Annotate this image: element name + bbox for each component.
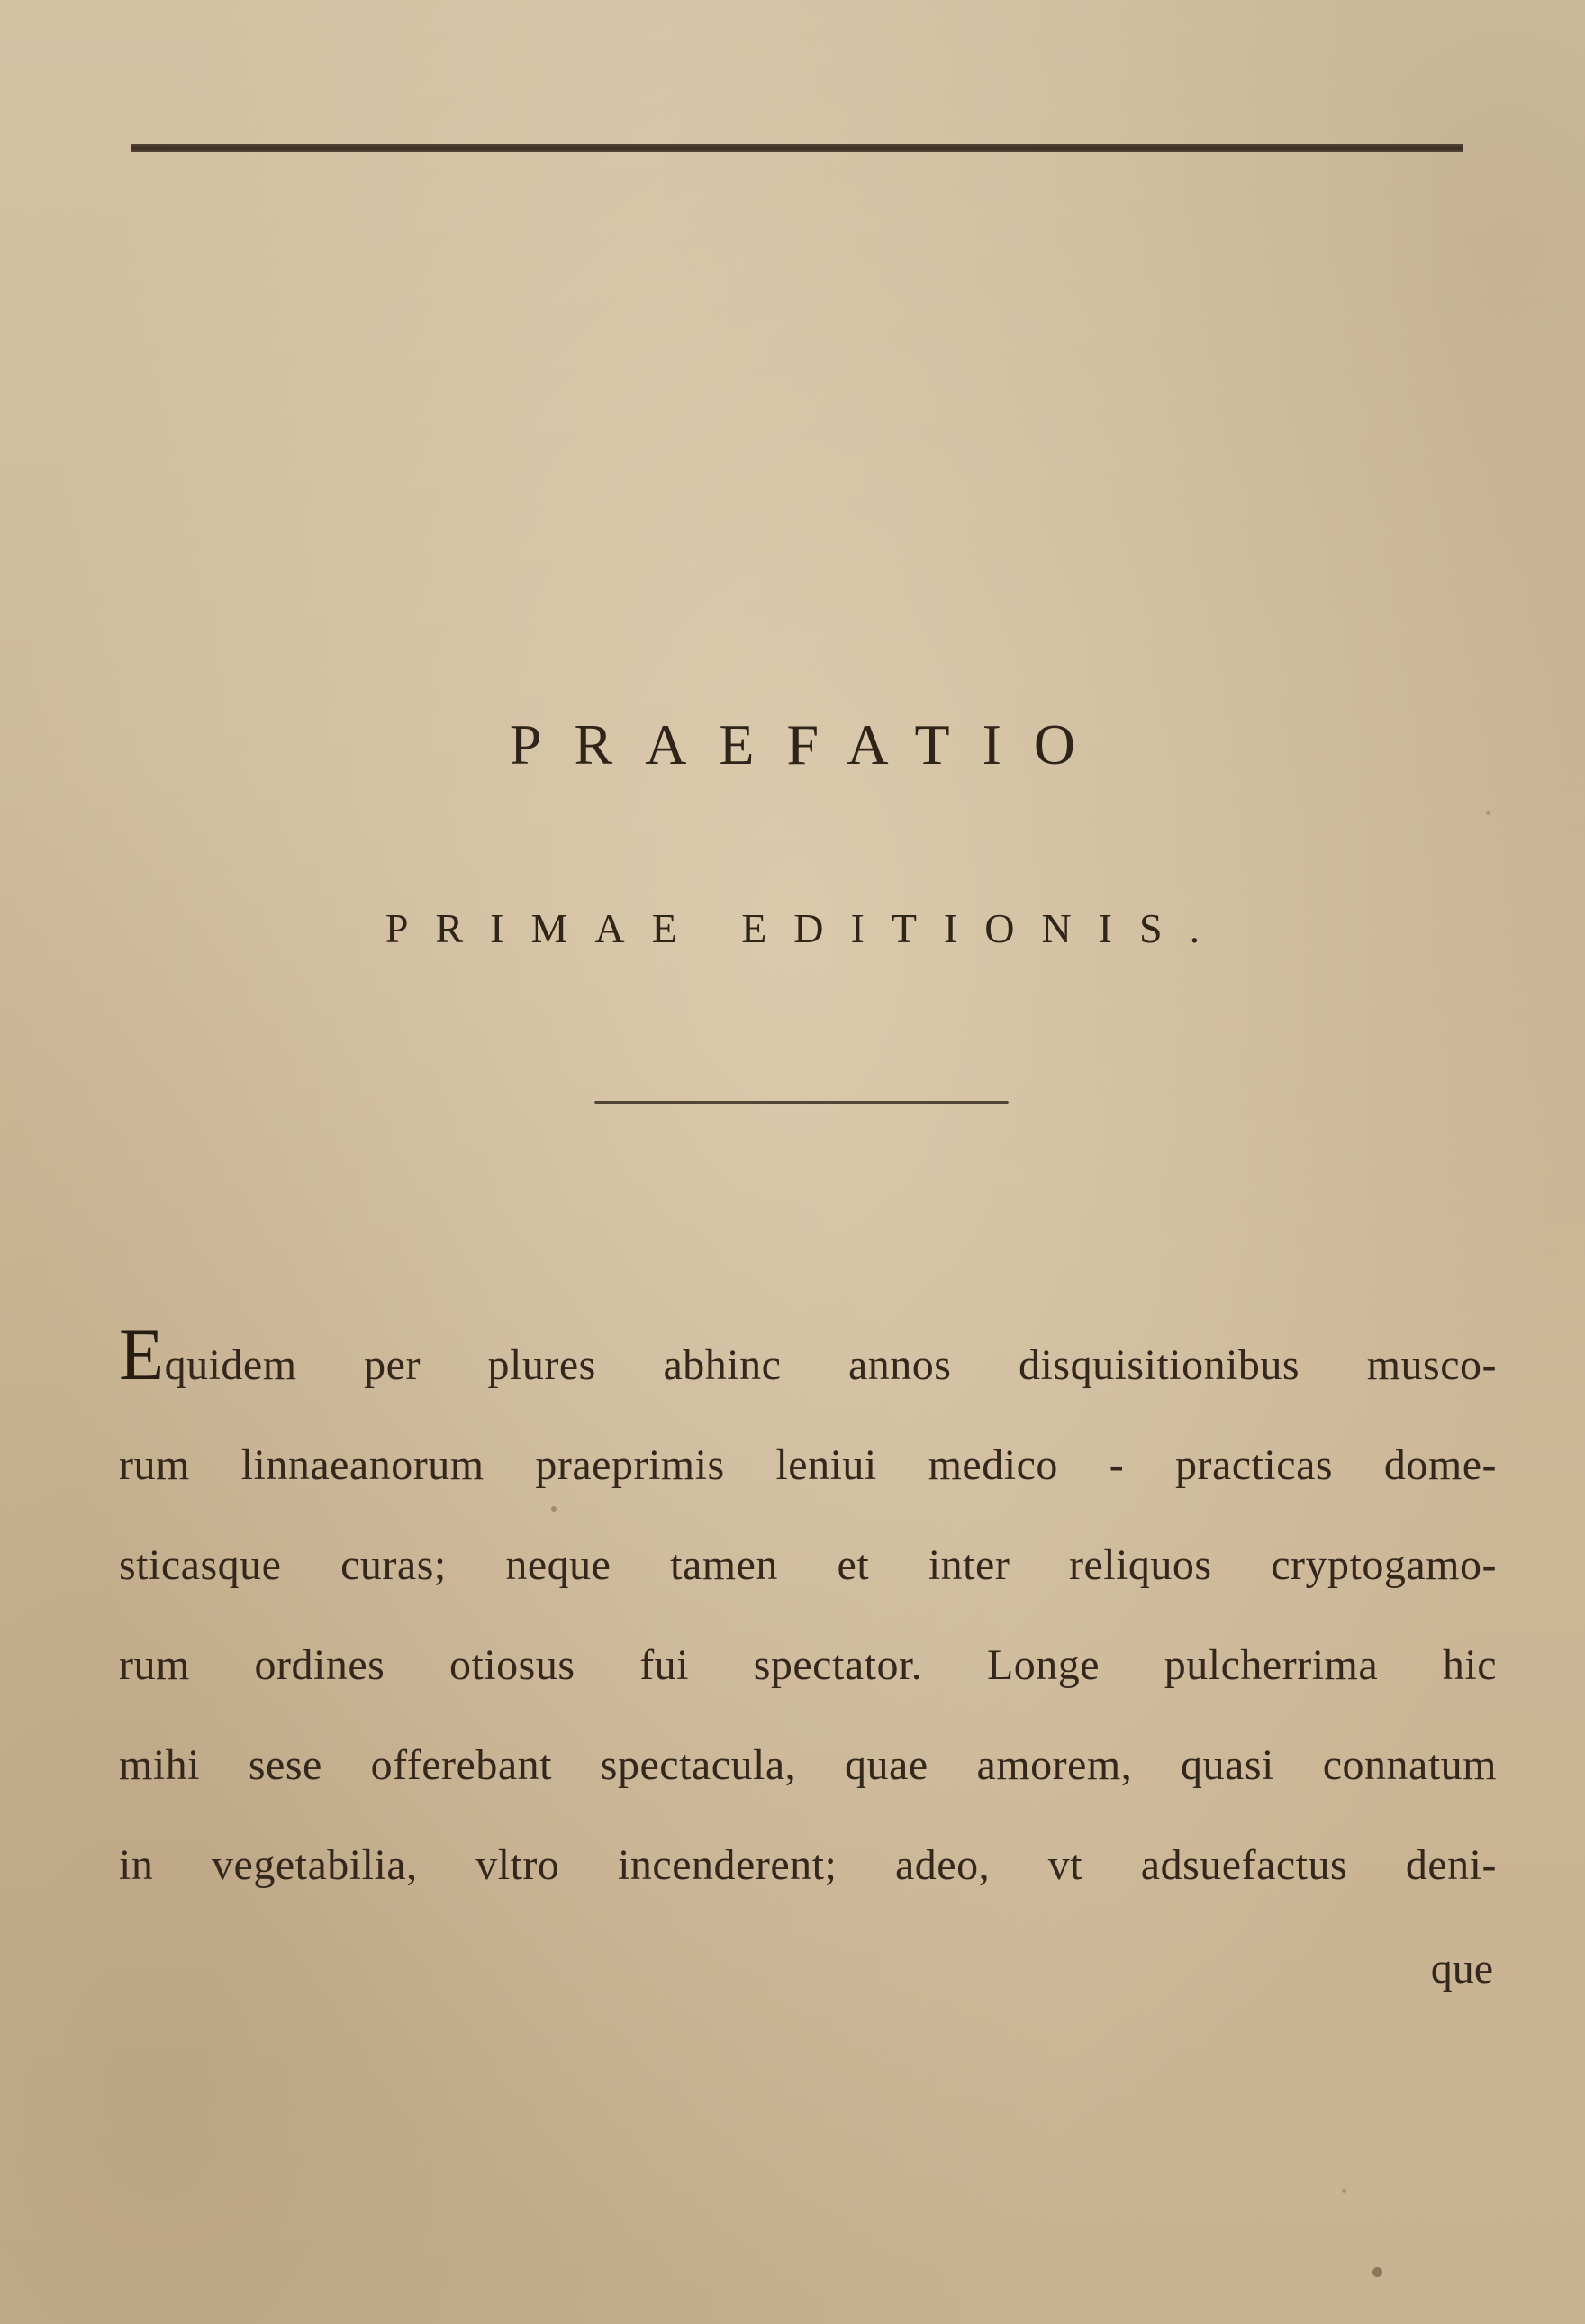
drop-cap: E xyxy=(119,1315,165,1395)
text-line-1-rest: quidem per plures abhinc annos disquisitionibus musco- xyxy=(164,1341,1497,1389)
ink-speck xyxy=(1342,2189,1346,2193)
section-rule xyxy=(594,1101,1009,1104)
ink-speck xyxy=(1372,2267,1382,2277)
page-title: PRAEFATIO xyxy=(509,713,1109,776)
text-line-5: mihi sese offerebant spectacula, quae amorem, quasi connatum xyxy=(119,1741,1497,1789)
text-line-6: in vegetabilia, vltro incenderent; adeo, vt adsuefactus deni- xyxy=(119,1841,1497,1889)
text-line-1 xyxy=(119,1315,1497,1415)
text-line-4: rum ordines otiosus fui spectator. Longe pulcherrima hic xyxy=(119,1641,1497,1689)
page-subtitle: PRIMAE EDITIONIS. xyxy=(385,905,1227,951)
catchword: que xyxy=(1430,1945,1493,1993)
preface-paragraph xyxy=(119,1315,1497,1915)
ink-speck xyxy=(1486,811,1490,815)
text-line-3: sticasque curas; neque tamen et inter reliquos cryptogamo- xyxy=(119,1541,1497,1589)
top-rule xyxy=(131,144,1463,152)
text-line-2: rum linnaeanorum praeprimis leniui medico - practicas dome- xyxy=(119,1441,1497,1489)
